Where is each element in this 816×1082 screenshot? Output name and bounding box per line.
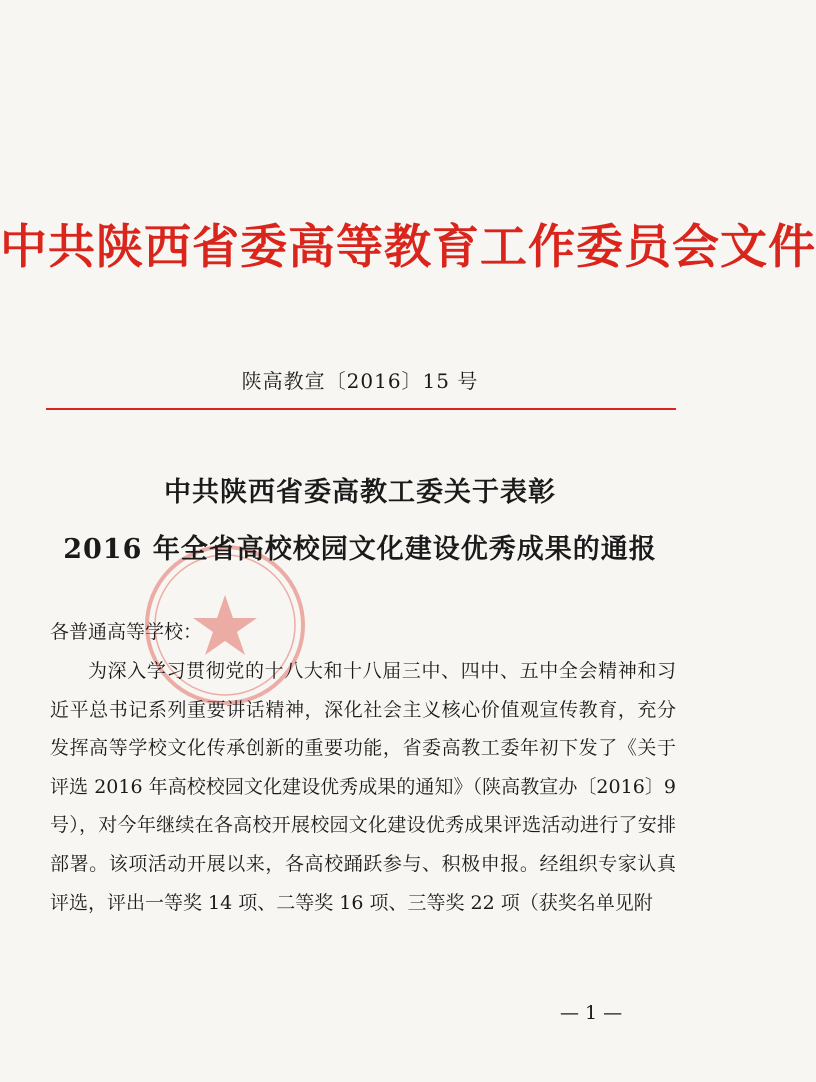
title-line-1: 中共陕西省委高教工委关于表彰 (164, 477, 556, 508)
page-number: — 1 — (560, 1002, 623, 1024)
document-masthead: 中共陕西省委高等教育工作委员会文件 (0, 220, 816, 275)
salutation: 各普通高等学校： (50, 621, 203, 643)
document-number: 陕高教宣〔2016〕15 号 (241, 369, 479, 393)
title-line-2: 2016 年全省高校校园文化建设优秀成果的通报 (63, 534, 657, 565)
body-paragraph: 为深入学习贯彻党的十八大和十八届三中、四中、五中全会精神和习近平总书记系列重要讲话精神，深化社会主义核心价值观宣传教育，充分发挥高等学校文化传承创新的重要功能，省委高教工委年初下发了《关于评选 2016 年高校校园文化建设优秀成果的通知》（陕高教宣办〔2016〕9 号），对今年继续在各高校开展校园文化建设优秀成果评选活动进行了安排部署。该项活动开展以来，各高校踊跃参与、积极申报。经组织专家认真评选，评出一等奖 14 项、二等奖 16 项、三等奖 22 项（获奖名单见附 (50, 660, 676, 914)
red-divider (46, 408, 676, 410)
